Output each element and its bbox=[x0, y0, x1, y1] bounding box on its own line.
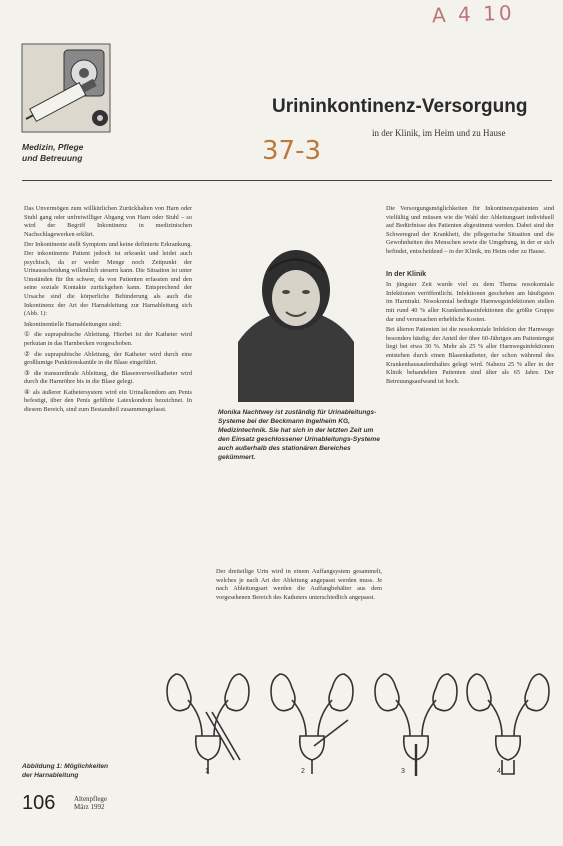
catheter-diagrams bbox=[158, 660, 558, 778]
figure-label-3: 3 bbox=[401, 768, 405, 775]
figure-caption-line-1: Abbildung 1: Möglichkeiten bbox=[22, 763, 109, 770]
portrait-photo bbox=[228, 232, 364, 402]
handwritten-note: A 4 10 bbox=[431, 0, 515, 28]
diagram-2 bbox=[271, 674, 353, 774]
paragraph: ③ die transurethrale Ableitung, die Blasenverweilkatheter wird durch die Harnröhre bis in die Blase gelegt. bbox=[24, 369, 192, 386]
figure-label-4: 4 bbox=[497, 768, 501, 775]
diagram-4 bbox=[467, 674, 549, 774]
article-subtitle: in der Klinik, im Heim und zu Hause bbox=[372, 128, 506, 138]
header-rule bbox=[22, 180, 552, 181]
section-logo-illustration bbox=[20, 40, 112, 136]
kicker-line-2: und Betreuung bbox=[22, 153, 83, 163]
left-column bbox=[24, 205, 192, 417]
paragraph: Die Versorgungsmöglichkeiten für Inkontinenzpatienten sind vielfältig und müssen wie die Wahl der Ableitungsart individuell auf Bedürfnisse des Patienten abgestimmt werden. Dabei sind der Schweregrad der Krankheit, die pflegerische Situation und die Gewohnheiten des Menschen sowie die Umgebung, in der er sich befindet, entscheidend – in der Klinik, im Heim oder zu Hause. bbox=[386, 205, 554, 255]
article-title: Urininkontinenz-Versorgung bbox=[272, 96, 528, 117]
figure-caption bbox=[22, 762, 162, 780]
paragraph: Bei älteren Patienten ist die nosokomiale Infektion der Harnwege besonders häufig; der Anteil der über 60-Jährigen am Patientengut liegt bei etwa 30 %. Mehr als 25 % aller Harnwegsinfektionen entstehen durch einen Blasenkatheter, der schon während des Krankenhausaufenthaltes gelegt wird. Nahezu 25 % aller in der Klinik behandelten Patienten sind älter als 65 Jahre. Der Betreuungsaufwand ist hoch. bbox=[386, 326, 554, 385]
section-heading: In der Klinik bbox=[386, 270, 427, 278]
diagram-3 bbox=[375, 674, 457, 776]
paragraph: Das Unvermögen zum willkürlichen Zurückhalten von Harn oder Stuhl gang oder unfreiwilliger Abgang von Harn oder Stuhl – so wird der Begriff Inkontinenz in medizinischen Nachschlagewerken erklärt. bbox=[24, 205, 192, 238]
paragraph: Der Inkontinente stellt Symptom und keine definierte Erkrankung. Der inkontinente Patient jedoch ist erkrankt und leidet auch psychisch, da er weder Menge noch Zeitpunkt der Urinausscheidung willentlich steuern kann. Die Situation ist unter Umständen für ihn schwer, da von Patienten erfassten und den seine soziale Kontakte zurückgehen kann. Entsprechend der Ursache sind die körperliche Behinderung als auch die Inkontinenz der Art der Harnableitung zur Harnableitung sich (Abb. 1): bbox=[24, 241, 192, 318]
section-kicker bbox=[22, 142, 83, 164]
journal-info bbox=[74, 795, 107, 811]
page-number: 106 bbox=[22, 792, 56, 814]
right-column bbox=[386, 205, 554, 388]
middle-column bbox=[216, 568, 382, 604]
photo-caption: Monika Nachtwey ist zuständig für Urinableitungs-Systeme bei der Beckmann Ingelheim KG, Medizintechnik. Sie hat sich in der letzten Zeit um den Einsatz geschlossener Urinableitungs-Systeme auch außerhalb des stationären Bereiches gekümmert. bbox=[218, 409, 380, 461]
paragraph: ① die suprapubische Ableitung. Hierbei ist der Katheter wird perkutan in das Harnbecken vorgeschoben. bbox=[24, 331, 192, 347]
paragraph: ④ als äußerer Kathetersystem wird ein Urinalkondom am Penis befestigt, über den Penis geführte Latexkondom bezeichnet. In diesem Bereich, sind zum Bestandteil zusammengefasst. bbox=[24, 388, 192, 414]
paragraph: In jüngster Zeit wurde viel zu dem Thema nosokomiale Infektionen veröffentlicht. Infektionen geschehen am häufigsten im Harntrakt. Nosokomial bedingte Harnwegsinfektionen stellen mit rund 40 % aller Krankenhausinfektionen die größte Gruppe dar und verursachen erhebliche Kosten. bbox=[386, 281, 554, 323]
paragraph: ② die suprapubische Ableitung, der Katheter wird durch eine großlumige Punktionskanüle in die Blase eingeführt. bbox=[24, 350, 192, 367]
journal-issue: März 1992 bbox=[74, 803, 105, 811]
paragraph: Inkontinentielle Harnableitungen sind: bbox=[24, 320, 122, 328]
paragraph: Der dreiteilige Urin wird in einem Auffangsystem gesammelt, welches je nach Art der Ableitung angepasst werden muss. Je nach Ableitungsart werden die Auffangbehälter aus dem vorgesehenen Bereich des Katheters unterschiedlich angepasst. bbox=[216, 568, 382, 601]
figure-label-1: 1 bbox=[205, 768, 209, 775]
kicker-line-1: Medizin, Pflege bbox=[22, 142, 84, 152]
handwritten-number: 37-3 bbox=[262, 136, 322, 166]
journal-name: Altenpflege bbox=[74, 795, 108, 803]
diagram-1 bbox=[167, 674, 249, 774]
catheter-diagram-figure bbox=[158, 660, 558, 778]
figure-label-2: 2 bbox=[301, 768, 305, 775]
figure-caption-line-2: der Harnableitung bbox=[22, 772, 79, 779]
